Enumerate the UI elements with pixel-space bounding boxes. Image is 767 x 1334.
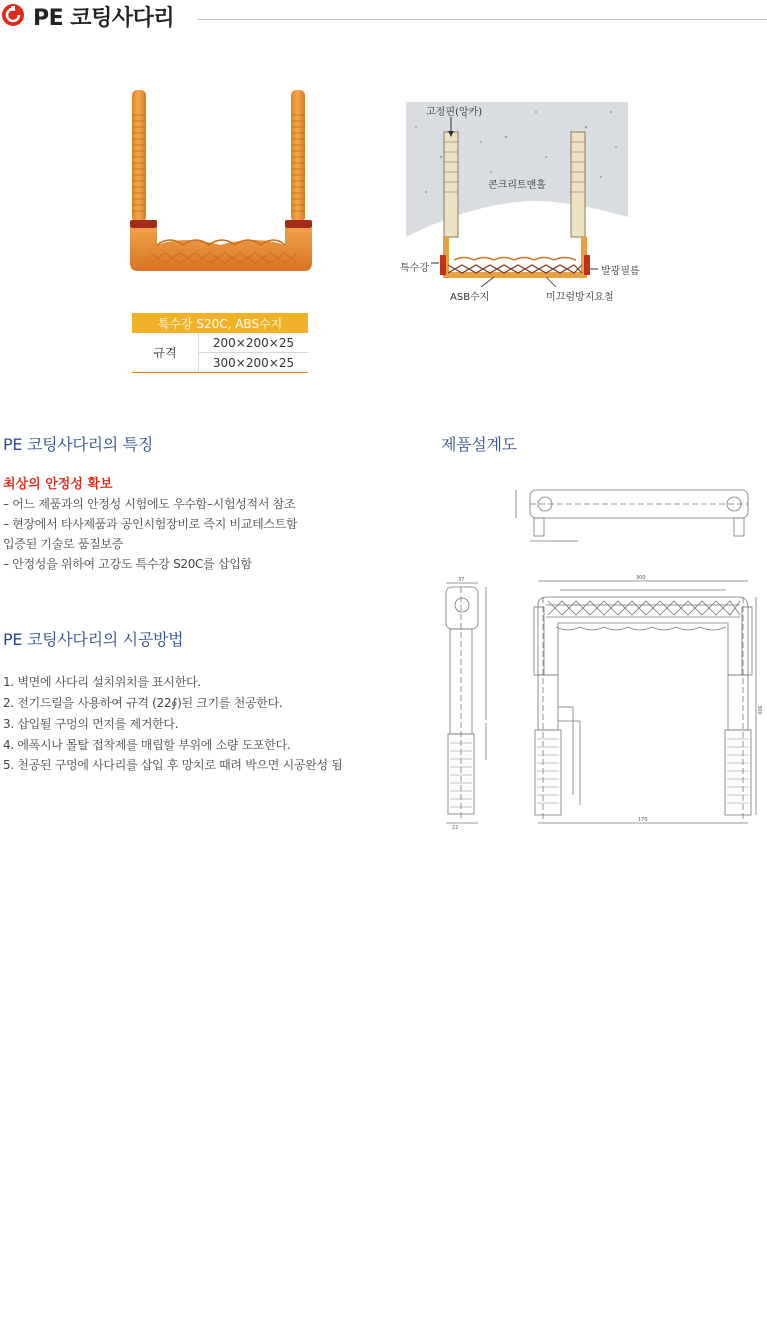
feature-line-2: – 현장에서 타사제품과 공인시험장비로 즉지 비교테스트함 [3, 517, 298, 531]
spec-label: 규격 [132, 333, 199, 373]
ladder-product-image [125, 85, 320, 275]
dim-overall-height: 300 [756, 705, 762, 715]
spec-table-header: 특수강 S20C, ABS수지 [132, 313, 308, 333]
label-special-steel: 특수강 [400, 263, 429, 274]
installation-diagram [396, 97, 658, 307]
dim-inner-width: 170 [638, 817, 648, 823]
label-concrete: 콘크리트맨홀 [488, 180, 546, 191]
design-title: 제품설계도 [441, 435, 517, 454]
page-title: PE 코팅사다리 [33, 6, 175, 31]
label-foam-film: 발광필름 [601, 266, 640, 277]
step-5: 5. 천공된 구멍에 사다리를 삽입 후 망치로 때려 박으면 시공완성 됨 [3, 758, 343, 772]
feature-line-4: – 안정성을 위하여 고강도 특수강 S20C를 삽입함 [3, 557, 252, 571]
feature-line-3: 입증된 기술로 품질보증 [3, 537, 123, 551]
step-4: 4. 에폭시나 몰탈 접착제를 매립할 부위에 소량 도포한다. [3, 738, 291, 752]
title-bar [0, 0, 767, 32]
dim-pipe-dia: 22 [452, 825, 459, 830]
step-3: 3. 삽입될 구멍의 먼지를 제거한다. [3, 717, 179, 731]
spec-table [132, 313, 308, 373]
spec-value-2: 300×200×25 [199, 353, 309, 373]
feature-line-1: – 어느 제품과의 안정성 시험에도 우수함–시험성적서 참조 [3, 497, 296, 511]
step-1: 1. 벽면에 사다리 설치위치를 표시한다. [3, 675, 201, 689]
construction-title: PE 코팅사다리의 시공방법 [3, 630, 184, 649]
dim-top-width: 300 [636, 575, 646, 581]
spec-value-1: 200×200×25 [199, 333, 309, 353]
label-anchor: 고정핀(앙카) [426, 107, 483, 118]
brand-logo-icon [1, 3, 25, 27]
step-2: 2. 전기드릴을 사용하여 규격 (22∮)된 크기를 천공한다. [3, 696, 283, 710]
design-drawing [438, 475, 767, 830]
label-anti-slip: 미끄럼방지요철 [546, 292, 614, 303]
features-title: PE 코팅사다리의 특징 [3, 435, 153, 454]
title-divider [198, 19, 767, 20]
features-subtitle: 최상의 안정성 확보 [3, 477, 113, 492]
label-asb: ASB수지 [450, 292, 490, 303]
dim-left-width: 37 [458, 577, 465, 583]
